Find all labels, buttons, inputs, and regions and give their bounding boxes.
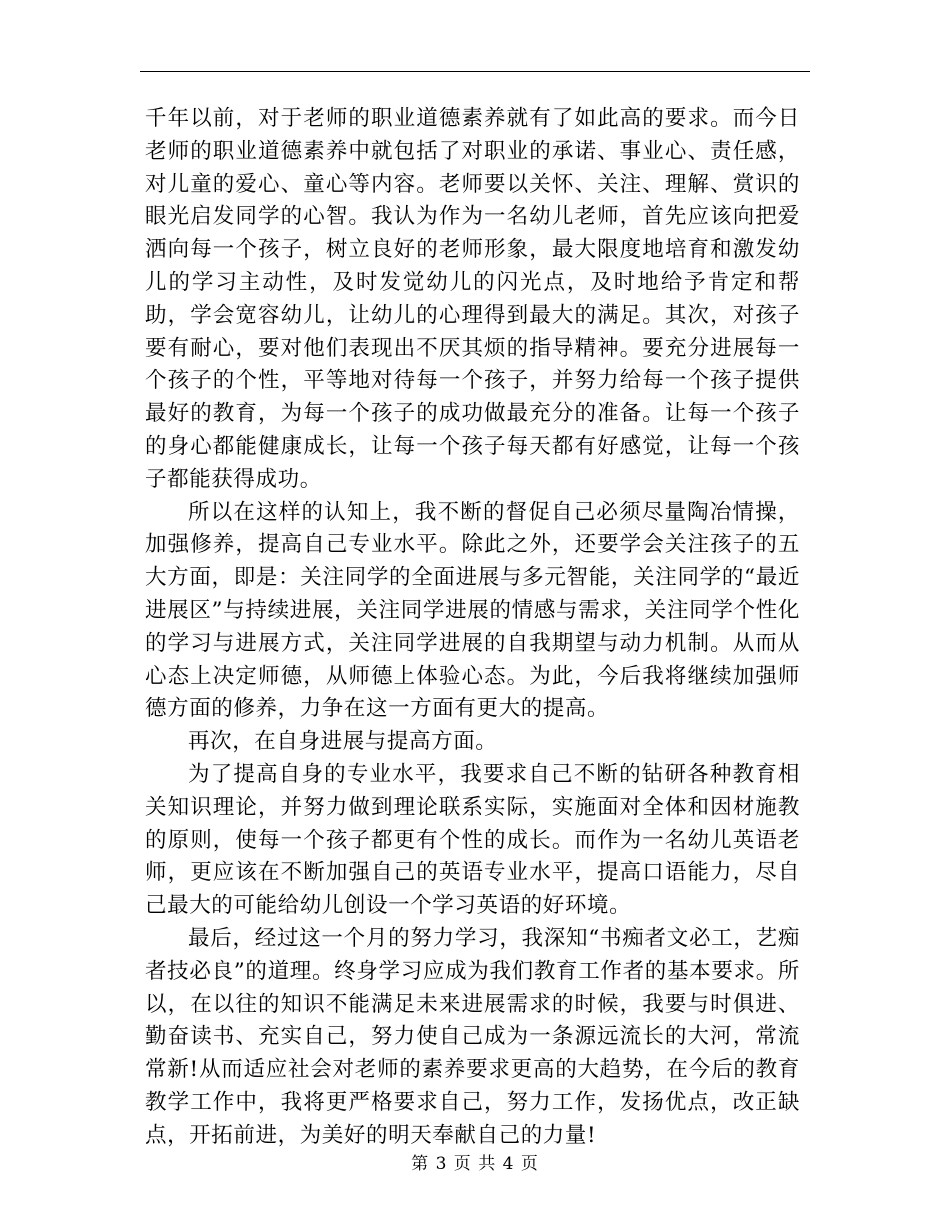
paragraph-5: 最后，经过这一个月的努力学习，我深知“书痴者文必工，艺痴者技必良”的道理。终身学习应成为我们教育工作者的基本要求。所以，在以往的知识不能满足未来进展需求的时候，我要与时俱进、勤奋读书、充实自己，努力使自己成为一条源远流长的大河，常流常新!从而适应社会对老师的素养要求更高的大趋势，在今后的教育教学工作中，我将更严格要求自己，努力工作，发扬优点，改正缺点，开拓前进，为美好的明天奉献自己的力量! bbox=[145, 925, 800, 1148]
paragraph-1: 千年以前，对于老师的职业道德素养就有了如此高的要求。而今日老师的职业道德素养中就包括了对职业的承诺、事业心、责任感，对儿童的爱心、童心等内容。老师要以关怀、关注、理解、赏识的眼光启发同学的心智。我认为作为一名幼儿老师，首先应该向把爱洒向每一个孩子，树立良好的老师形象，最大限度地培育和激发幼儿的学习主动性，及时发觉幼儿的闪光点，及时地给予肯定和帮助，学会宽容幼儿，让幼儿的心理得到最大的满足。其次，对孩子要有耐心，要对他们表现出不厌其烦的指导精神。要充分进展每一个孩子的个性，平等地对待每一个孩子，并努力给每一个孩子提供最好的教育，为每一个孩子的成功做最充分的准备。让每一个孩子的身心都能健康成长，让每一个孩子每天都有好感觉，让每一个孩子都能获得成功。 bbox=[145, 106, 800, 492]
header-rule bbox=[140, 71, 810, 72]
page-number-footer: 第 3 页 共 4 页 bbox=[411, 1154, 539, 1174]
paragraph-4: 为了提高自身的专业水平，我要求自己不断的钻研各种教育相关知识理论，并努力做到理论联系实际，实施面对全体和因材施教的原则，使每一个孩子都更有个性的成长。而作为一名幼儿英语老师，更应该在不断加强自己的英语专业水平，提高口语能力，尽自己最大的可能给幼儿创设一个学习英语的好环境。 bbox=[145, 761, 800, 919]
paragraph-3: 再次，在自身进展与提高方面。 bbox=[188, 729, 498, 755]
paragraph-2: 所以在这样的认知上，我不断的督促自己必须尽量陶冶情操，加强修养，提高自己专业水平。除此之外，还要学会关注孩子的五大方面，即是：关注同学的全面进展与多元智能，关注同学的“最近进展区”与持续进展，关注同学进展的情感与需求，关注同学个性化的学习与进展方式，关注同学进展的自我期望与动力机制。从而从心态上决定师德，从师德上体验心态。为此，今后我将继续加强师德方面的修养，力争在这一方面有更大的提高。 bbox=[145, 499, 800, 722]
document-body bbox=[145, 103, 800, 1153]
